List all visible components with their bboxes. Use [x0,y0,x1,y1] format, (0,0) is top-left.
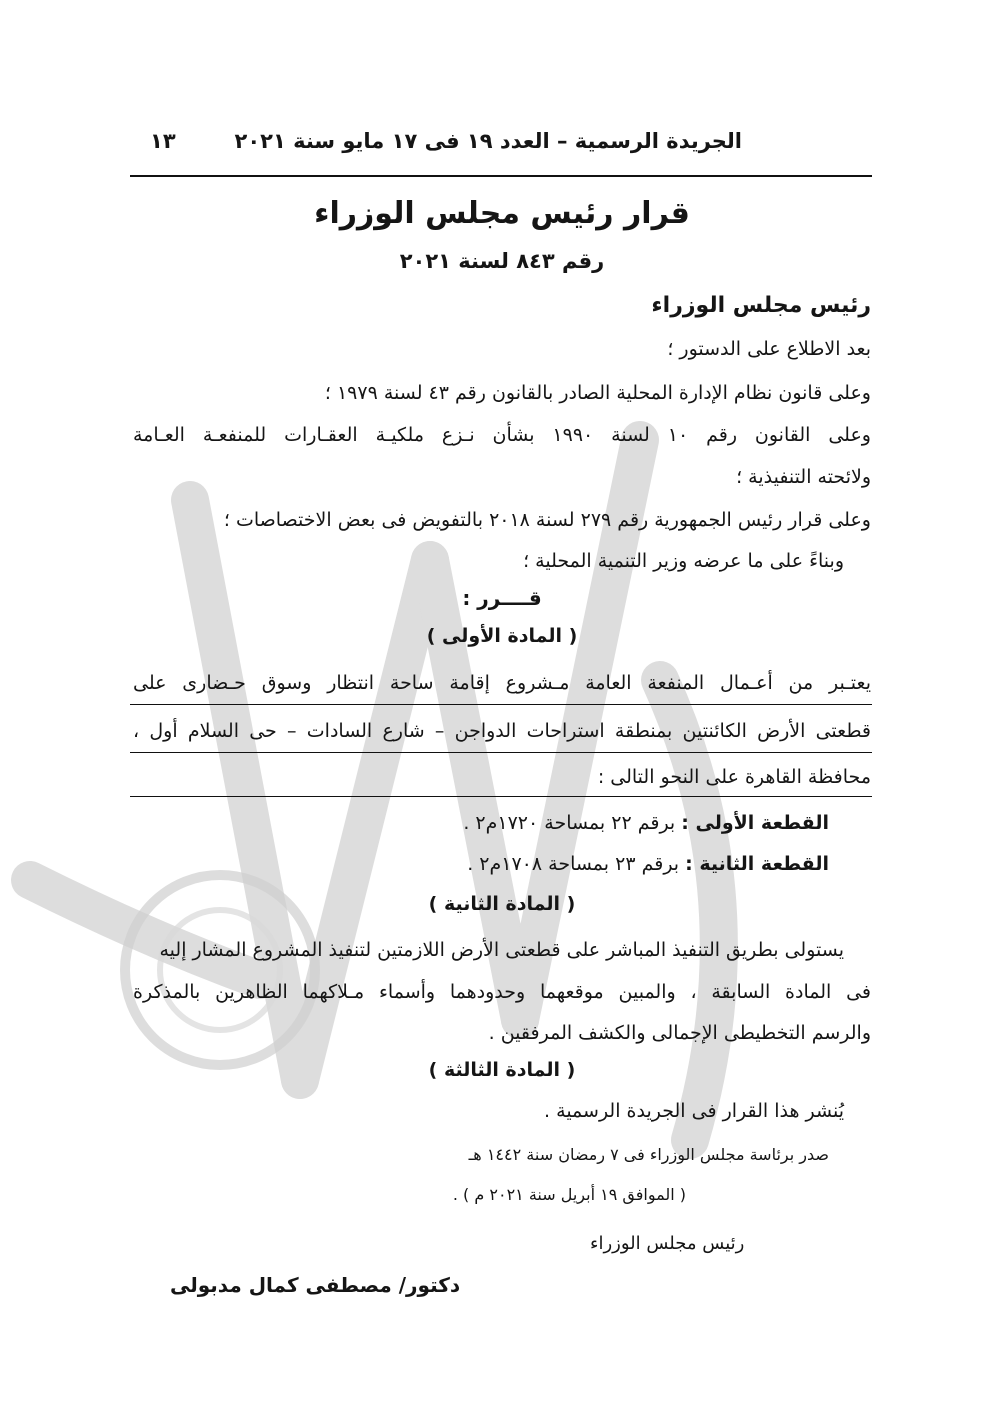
preamble-line: وبناءً على ما عرضه وزير التنمية المحلية ؛ [523,550,844,572]
preamble-line: بعد الاطلاع على الدستور ؛ [667,338,871,360]
article-1-heading: ( المادة الأولى ) [426,625,578,647]
decree-number: رقم ٨٤٣ لسنة ٢٠٢١ [399,249,605,273]
article-1-line: محافظة القاهرة على النحو التالى : [597,766,871,788]
article-2-heading: ( المادة الثانية ) [428,893,576,915]
article-2-line: والرسم التخطيطى الإجمالى والكشف المرفقين . [488,1022,871,1044]
article-3-line: يُنشر هذا القرار فى الجريدة الرسمية . [544,1100,844,1122]
issuer-heading: رئيس مجلس الوزراء [651,293,871,318]
underline [130,752,872,753]
plot-1-text: برقم ٢٢ بمساحة ١٧٢٠م٢ . [463,812,676,834]
page-number: ١٣ [150,129,176,153]
preamble-line: وعلى القانون رقم ١٠ لسنة ١٩٩٠ بشأن نـزع ملكيـة العقـارات للمنفعـة العـامة [133,424,871,446]
article-1-line: يعتـبر من أعـمال المنفعة العامة مـشروع إقامة ساحة انتظار وسوق حـضارى على [133,672,871,694]
gazette-header-title: الجريدة الرسمية – العدد ١٩ فى ١٧ مايو سنة ٢٠٢١ [234,129,742,153]
plot-1-label: القطعة الأولى : [681,812,829,834]
underline [130,704,872,705]
plot-1 [463,812,829,834]
preamble-line: ولائحته التنفيذية ؛ [736,466,871,488]
article-3-heading: ( المادة الثالثة ) [428,1059,576,1081]
issuance-date-hijri: صدر برئاسة مجلس الوزراء فى ٧ رمضان سنة ١٤٤٢ هـ [468,1145,829,1164]
article-1-line: قطعتى الأرض الكائنتين بمنطقة استراحات الدواجن – شارع السادات – حى السلام أول ، [133,720,871,742]
decree-title: قرار رئيس مجلس الوزراء [314,196,690,231]
header-divider [130,175,872,177]
preamble-line: وعلى قانون نظام الإدارة المحلية الصادر بالقانون رقم ٤٣ لسنة ١٩٧٩ ؛ [324,382,871,404]
decides-heading: قــــرر : [462,586,542,610]
article-2-line: يستولى بطريق التنفيذ المباشر على قطعتى الأرض اللازمتين لتنفيذ المشروع المشار إليه [159,939,844,961]
plot-2 [467,853,829,875]
plot-2-text: برقم ٢٣ بمساحة ١٧٠٨م٢ . [467,853,680,875]
preamble-line: وعلى قرار رئيس الجمهورية رقم ٢٧٩ لسنة ٢٠١٨ بالتفويض فى بعض الاختصاصات ؛ [223,509,871,531]
issuance-date-gregorian: ( الموافق ١٩ أبريل سنة ٢٠٢١ م ) . [452,1185,686,1204]
signature-name: دكتور/ مصطفى كمال مدبولى [170,1273,461,1297]
signature-title: رئيس مجلس الوزراء [590,1233,745,1254]
underline [130,796,872,797]
article-2-line: فى المادة السابقة ، والمبين موقعهما وحدودهما وأسماء مـلاكهما الظاهرين بالمذكرة [133,981,871,1003]
plot-2-label: القطعة الثانية : [685,853,829,875]
